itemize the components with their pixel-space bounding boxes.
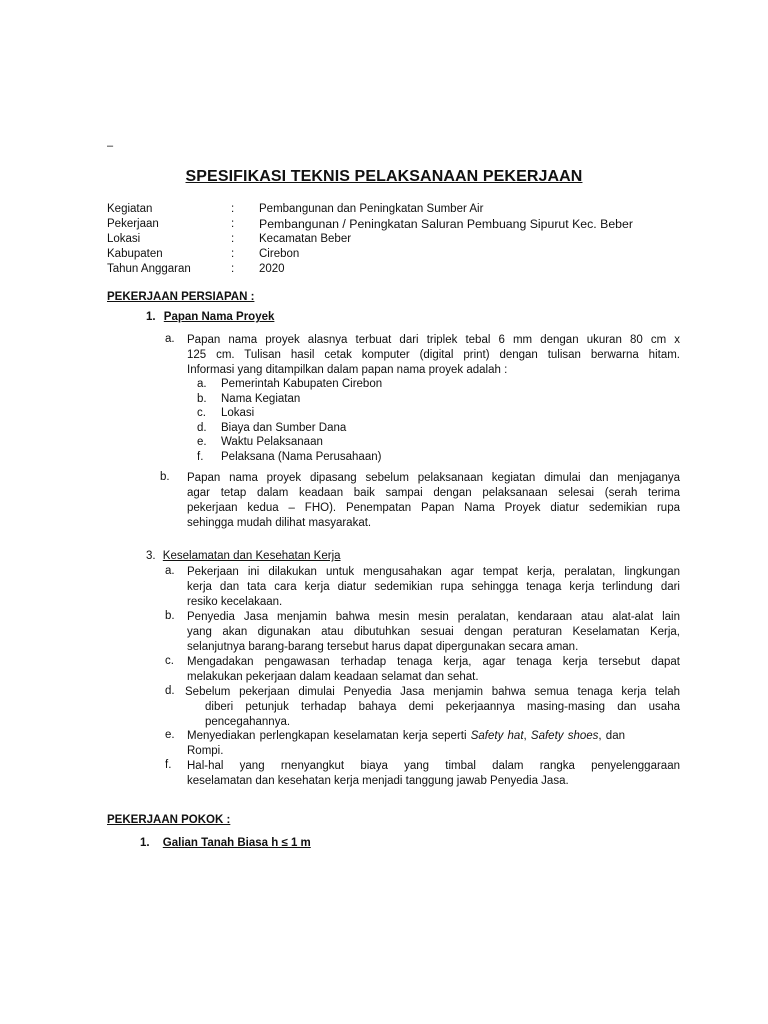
item-heading-papan-nama [146,311,274,323]
italic-term: Safety hat [470,730,524,742]
paragraph-line: Papan nama proyek alasnya terbuat dari triplek tebal 6 mm dengan ukuran 80 cm x [187,334,680,346]
paragraph-k3-c [187,655,680,685]
paragraph-k3-f [187,759,680,789]
section-heading-pokok [107,814,230,826]
list-item: Nama Kegiatan [221,392,301,405]
paragraph-k3-d [185,685,680,730]
list-marker: a. [197,378,207,390]
paragraph-line: melakukan pekerjaan dalam keadaan selamat dan sehat. [187,671,479,683]
point-marker: e. [165,729,175,741]
paragraph-line: Penyedia Jasa menjamin bahwa mesin mesin peralatan, kendaraan atau alat-alat lain [187,611,680,623]
info-value: Pembangunan / Peningkatan Saluran Pembuang Sipurut Kec. Beber [259,217,633,231]
paragraph-k3-b [187,610,680,655]
paragraph-line: diberi petunjuk terhadap bahaya demi pekerjaannya masing-masing dan usaha [205,701,680,713]
info-value: 2020 [259,263,285,275]
info-label: Kabupaten [107,248,163,260]
point-marker: d. [165,685,175,697]
list-marker: f. [197,451,204,463]
info-separator: : [231,263,235,275]
point-marker: b. [165,610,175,622]
info-label: Pekerjaan [107,218,159,230]
paragraph-line: agar tetap dalam keadaan baik sampai dengan pelaksanaan selesai (serah terima [187,487,680,499]
list-item: Pelaksana (Nama Perusahaan) [221,451,382,463]
paragraph-line: selanjutnya barang-barang tersebut harus dapat dipergunakan secara aman. [187,641,579,653]
paragraph-papan-b [187,471,680,531]
info-label: Tahun Anggaran [107,263,191,275]
paragraph-k3-e [187,729,680,759]
paragraph-line: Informasi yang ditampilkan dalam papan nama proyek adalah : [187,364,508,376]
paragraph-line: Papan nama proyek dipasang sebelum pelaksanaan kegiatan dimulai dan menjaganya [187,472,680,484]
paragraph-text: , dan [598,730,625,742]
paragraph-line [187,729,680,744]
item-title: Keselamatan dan Kesehatan Kerja [162,550,341,562]
info-value: Kecamatan Beber [259,233,352,245]
list-marker: c. [197,407,206,420]
paragraph-line: pekerjaan kedua – FHO). Penempatan Papan Nama Proyek diatur sedemikian rupa [187,502,680,514]
paragraph-line: keselamatan dan kesehatan kerja menjadi tanggung jawab Penyedia Jasa. [187,775,569,787]
info-value: Cirebon [259,248,300,260]
paragraph-line: Rompi. [187,745,224,757]
list-item: Pemerintah Kabupaten Cirebon [221,378,383,390]
info-separator: : [231,203,235,215]
paragraph-line: kerja dan tata cara kerja diatur sedemikian rupa sehingga tenaga kerja terlindung dari [187,581,680,593]
paragraph-line: yang akan digunakan atau dibutuhkan sesuai dengan peraturan Keselamatan Kerja, [187,626,680,638]
info-label: Lokasi [107,233,141,245]
paragraph-k3-a [187,565,680,610]
list-marker: d. [197,421,207,434]
paragraph-line: pencegahannya. [205,716,291,728]
paragraph-line: Mengadakan pengawasan terhadap tenaga kerja, agar tenaga kerja tersebut dapat [187,656,680,668]
section-heading-text: PEKERJAAN PERSIAPAN : [107,291,255,303]
paragraph-line: Sebelum pekerjaan dimulai Penyedia Jasa menjamin bahwa semua tenaga kerja telah [185,686,680,698]
paragraph-line: 125 cm. Tulisan hasil cetak komputer (digital print) dengan tulisan berwarna hitam. [187,349,680,361]
list-item: Biaya dan Sumber Dana [221,421,347,434]
item-title: Galian Tanah Biasa h ≤ 1 m [162,837,311,849]
section-heading-persiapan [107,291,254,303]
section-heading-text: PEKERJAAN POKOK : [107,814,231,826]
paragraph-text: Menyediakan perlengkapan keselamatan kerja seperti [187,730,471,742]
list-marker: e. [197,436,207,449]
item-heading-galian [140,837,311,849]
item-number: 3. [146,550,156,562]
item-heading-k3 [146,550,341,562]
list-item: Waktu Pelaksanaan [221,436,323,449]
info-separator: : [231,248,235,260]
info-separator: : [231,218,235,230]
point-marker: b. [160,471,170,483]
point-marker: f. [165,759,172,771]
list-marker: b. [197,392,207,405]
paragraph-line: sehingga mudah dilihat masyarakat. [187,517,372,529]
paragraph-line: resiko kecelakaan. [187,596,283,608]
item-number: 1. [146,311,156,323]
info-value: Pembangunan dan Peningkatan Sumber Air [259,203,484,215]
list-item: Lokasi [221,407,255,420]
paragraph-line: Hal-hal yang rnenyangkut biaya yang timbal dalam rangka penyelenggaraan [187,760,680,772]
item-title: Papan Nama Proyek [163,311,275,323]
document-title: SPESIFIKASI TEKNIS PELAKSANAAN PEKERJAAN [185,168,583,185]
item-number: 1. [140,837,150,849]
paragraph-line: Pekerjaan ini dilakukan untuk mengusahakan agar tempat kerja, peralatan, lingkungan [187,566,680,578]
italic-term: Safety shoes [530,730,599,742]
info-separator: : [231,233,235,245]
paragraph-text: , [523,730,531,742]
paragraph-papan-a [187,333,680,378]
point-marker: a. [165,565,175,577]
point-marker: a. [165,333,175,345]
point-marker: c. [165,655,174,667]
top-mark: – [107,140,114,152]
info-label: Kegiatan [107,203,153,215]
